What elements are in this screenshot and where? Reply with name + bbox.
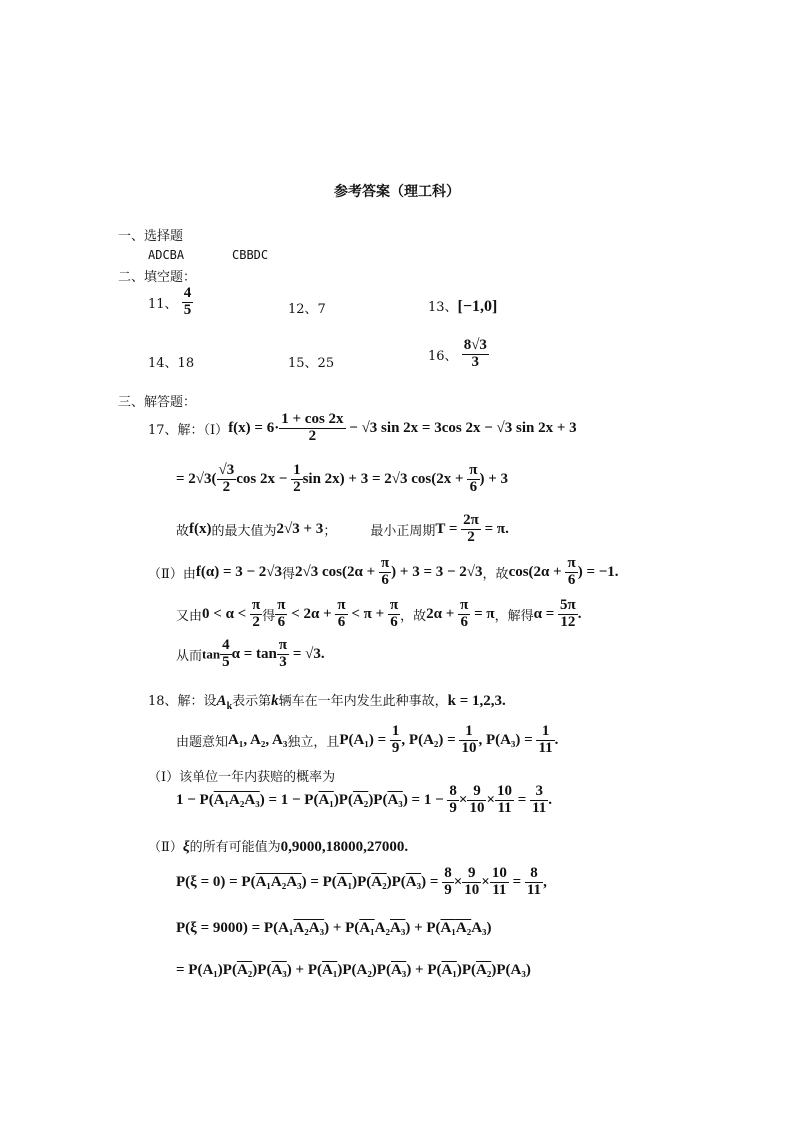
q17-line-2: = 2√3( $\frac{√3}{2}$ cos 2x − $\frac{1}{2}$ sin 2x) + 3 = 2√3 cos(2x + $\frac{\pi}{6}$ ) + 3 (176, 462, 509, 495)
answer-13 (428, 296, 497, 316)
q17-line-1: 17、解：（Ⅰ）f(x) = 6· $\frac{1 + \cos 2x}{2}$ − √3 sin 2x = 3cos 2x − √3 sin 2x + 3 (148, 411, 577, 444)
answer-13-value: [−1,0] (457, 298, 498, 315)
answer-11-label: 11、 (148, 296, 178, 312)
q17-line-3: 故f(x)的最大值为2√3 + 3； 最小正周期T = $\frac{2\pi}{2}$ = π. (176, 512, 509, 545)
q17-part2-line-3: 从而tan $\frac{4}{5}$ α = tan $\frac{\pi}{3}$ = √3. (176, 637, 325, 670)
q18-eq-xi-9000-expanded: = P(A₁)P(A₂)P(A₃) + P(A₁)P(A₂)P(A₃) + P(A₁)P(A₂)P(A₃) (176, 962, 531, 978)
q17-part2-line-1: （Ⅱ）由f(α) = 3 − 2√3得2√3 cos(2α + $\frac{\pi}{6}$ ) + 3 = 3 − 2√3，故cos(2α + $\frac{\pi}{6}$ ) = −1. (148, 555, 619, 588)
answer-12: 12、7 (288, 302, 326, 317)
answer-14: 14、18 (148, 356, 195, 371)
q18-eq-xi-9000: P(ξ = 9000) = P(A₁A₂A₃) + P(A₁A₂A₃) + P(A₁A₂A₃) (176, 920, 492, 936)
answer-16-label: 16、 (428, 348, 458, 364)
section-solution-heading: 三、解答题： (118, 395, 197, 410)
answer-16-fraction: $\frac{8√3}{3}$ (463, 337, 487, 370)
q18-part1-text: （Ⅰ）该单位一年内获赔的概率为 (148, 770, 336, 785)
section-choice-heading: 一、选择题 (118, 229, 184, 244)
choice-answers-6-10: CBBDC (232, 248, 269, 262)
answer-13-label: 13、 (428, 300, 458, 315)
q18-part1-equation: 1 − P(A₁A₂A₃) = 1 − P(A₁)P(A₂)P(A₃) = 1 − $\frac{8}{9}$ × $\frac{9}{10}$ × $\frac{10}{11}$ = $\frac{3}{11}$ . (176, 783, 553, 816)
q18-part2-text: （Ⅱ）ξ的所有可能值为0,9000,18000,27000. (148, 839, 409, 855)
answer-11 (148, 286, 193, 319)
choice-answers-1-5: ADCBA (148, 248, 185, 262)
answer-15: 15、25 (288, 356, 335, 371)
answer-11-fraction: $\frac{4}{5}$ (183, 285, 192, 318)
section-fill-heading: 二、填空题： (118, 270, 197, 285)
q18-line-2: 由题意知A₁, A₂, A₃独立，且P(A₁) = $\frac{1}{9}$ , P(A₂) = $\frac{1}{10}$ , P(A₃) = $\frac{1}{11}$ . (176, 723, 559, 756)
page-title: 参考答案（理工科） (334, 184, 460, 200)
q17-part2-line-2: 又由0 < α < $\frac{\pi}{2}$ 得 $\frac{\pi}{6}$ < 2α + $\frac{\pi}{6}$ < π + $\frac{\pi}{6}$ ，故2α + $\frac{\pi}{6}$ = π，解得α = $\frac{5\pi}{12}$ . (176, 597, 582, 630)
q18-eq-xi-0: P(ξ = 0) = P(A₁A₂A₃) = P(A₁)P(A₂)P(A₃) = $\frac{8}{9}$ × $\frac{9}{10}$ × $\frac{10}{11}$ = $\frac{8}{11}$ , (176, 865, 547, 898)
answer-16 (428, 338, 489, 371)
q18-line-1: 18、解：设$A_k$表示第k辆车在一年内发生此种事故，k = 1,2,3. (148, 693, 506, 712)
